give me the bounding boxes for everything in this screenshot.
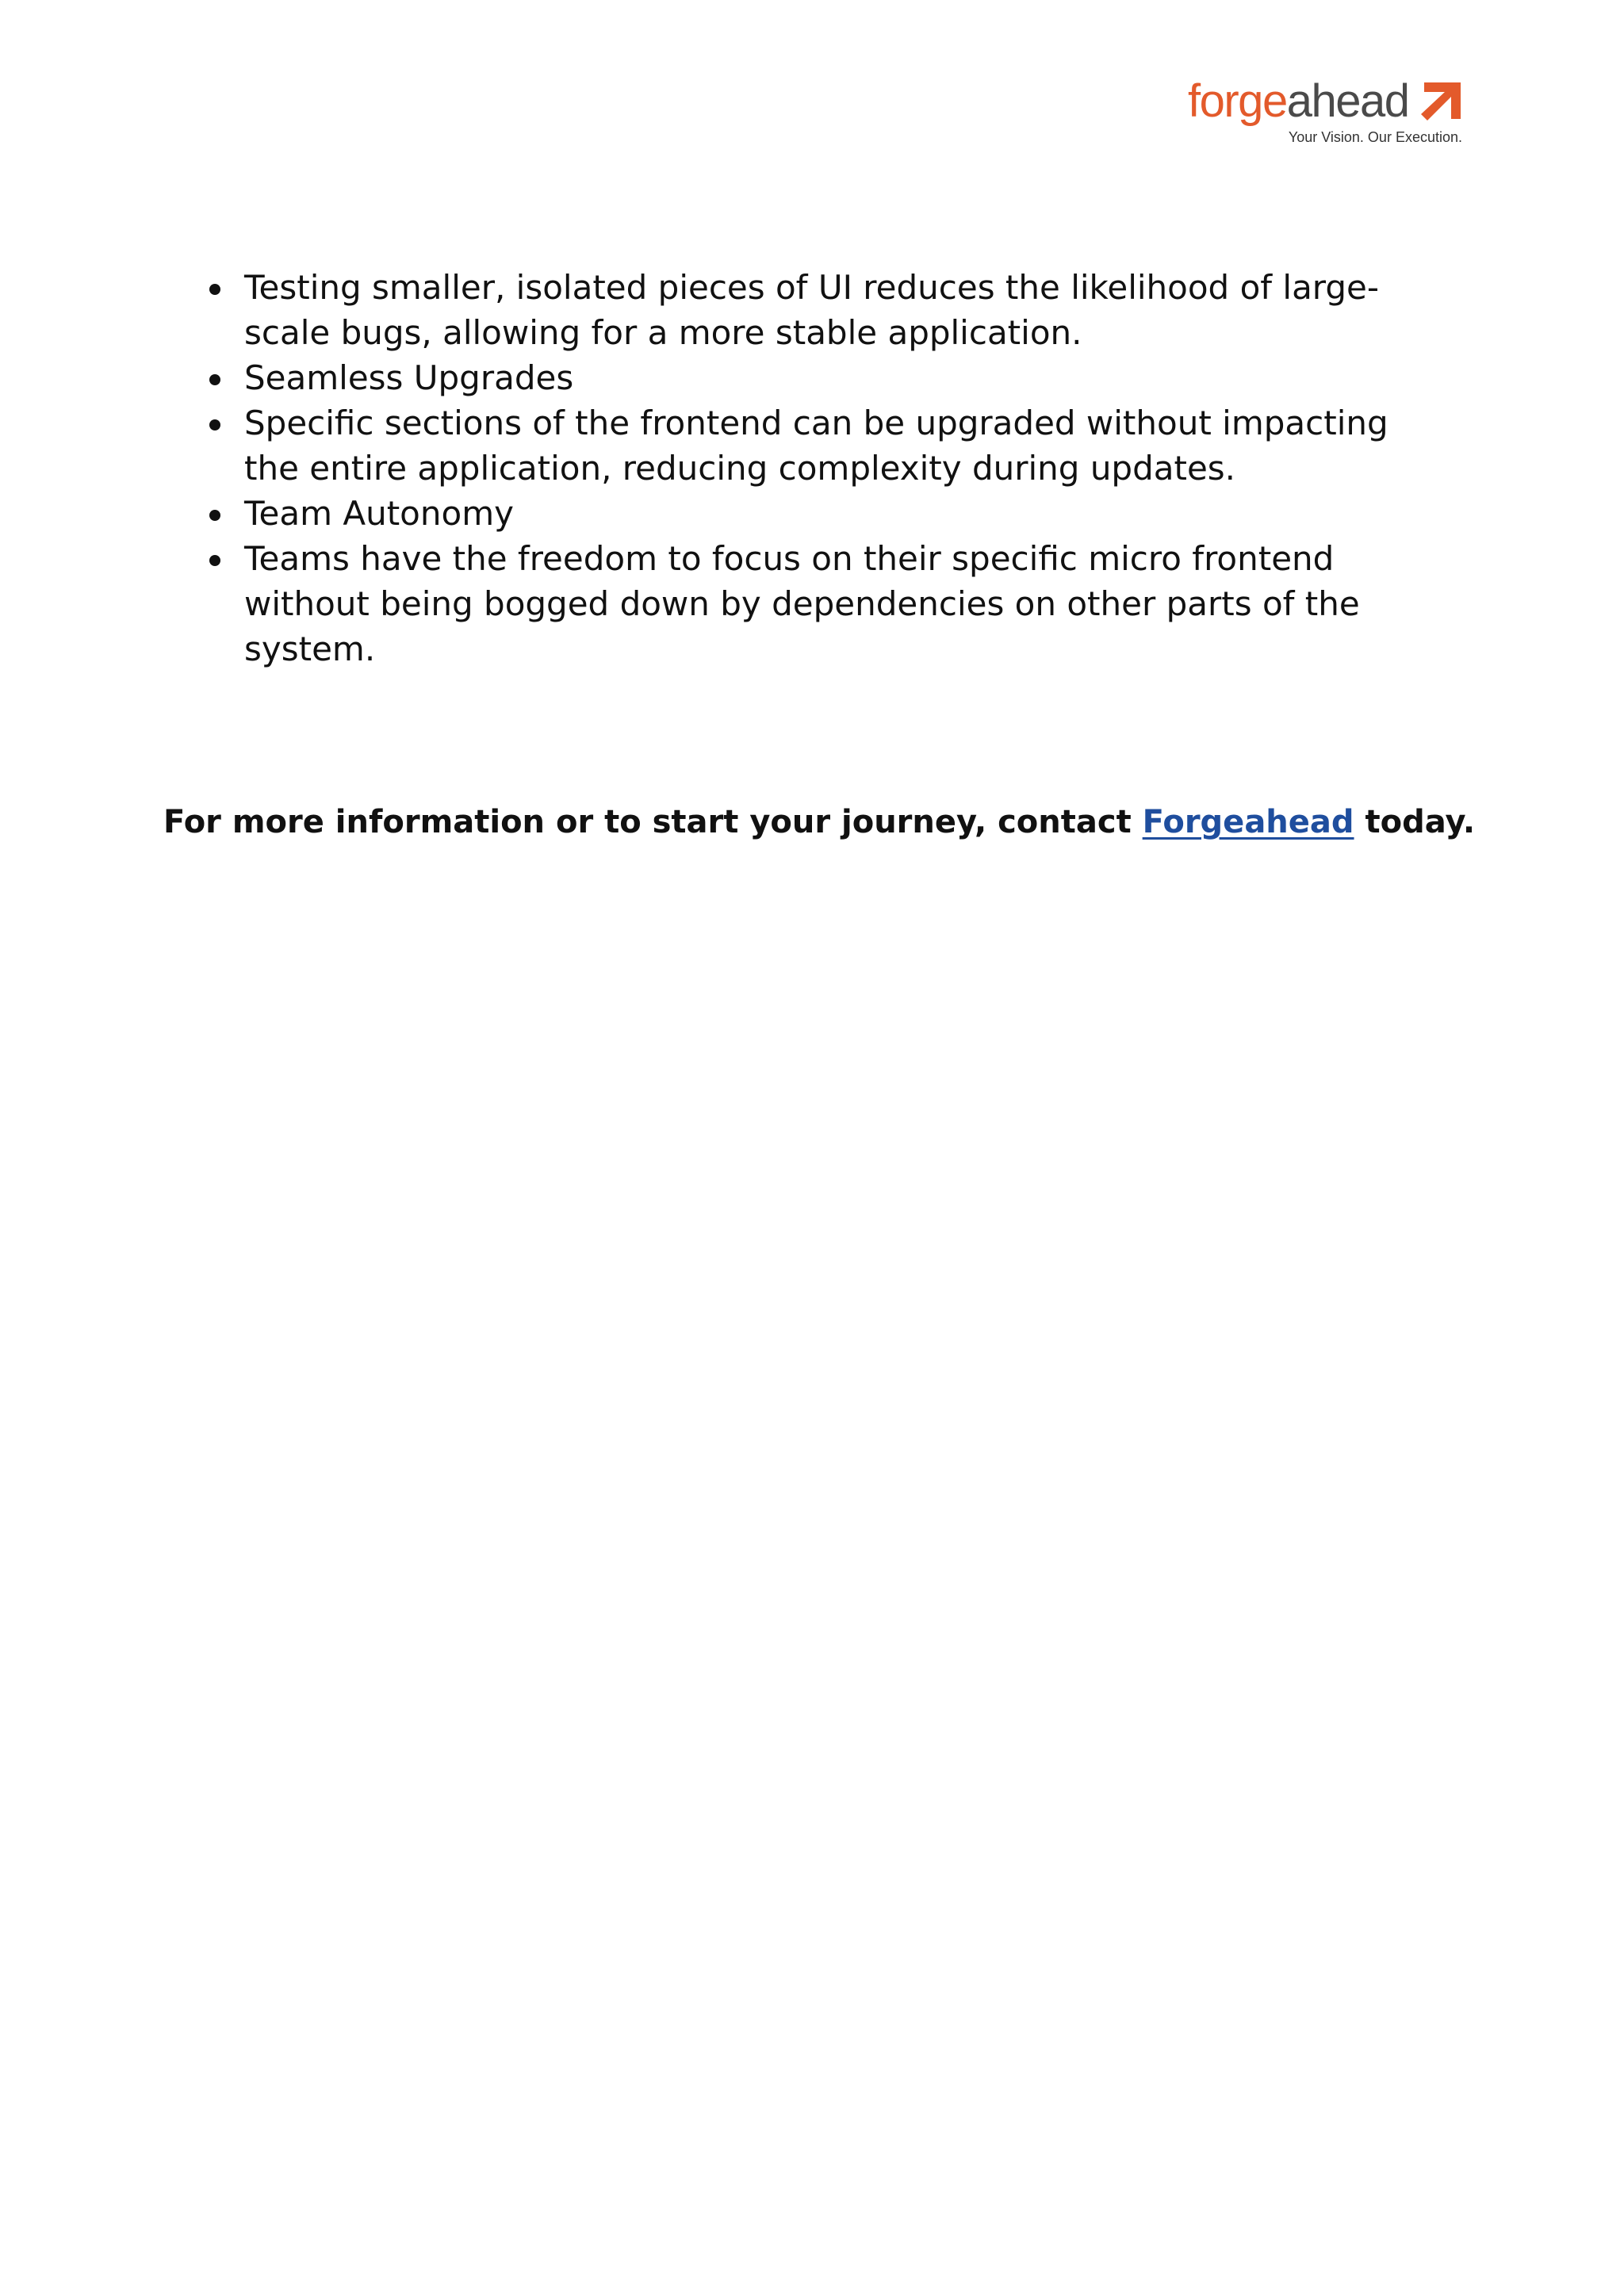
company-logo	[1188, 76, 1465, 151]
list-item	[167, 491, 1451, 536]
list-item-text: Testing smaller, isolated pieces of UI reduces the likelihood of large-scale bugs, allowing for a more stable application.	[244, 268, 1379, 352]
list-item	[167, 355, 1451, 400]
logo-tagline: Your Vision. Our Execution.	[1288, 129, 1462, 145]
list-item-text: Teams have the freedom to focus on their specific micro frontend without being bogged down by dependencies on other parts of the system.	[244, 539, 1360, 668]
arrow-up-right-icon	[1421, 82, 1461, 121]
contact-suffix: today.	[1354, 804, 1476, 840]
bullet-dot-icon	[209, 419, 220, 430]
list-item	[167, 265, 1451, 355]
contact-paragraph	[163, 801, 1475, 844]
bullet-dot-icon	[209, 284, 220, 295]
bullet-dot-icon	[209, 555, 220, 566]
bullet-dot-icon	[209, 510, 220, 521]
list-item-text: Specific sections of the frontend can be upgraded without impacting the entire application, reducing complexity during updates.	[244, 404, 1388, 488]
list-item	[167, 536, 1451, 672]
benefits-list	[167, 265, 1451, 672]
contact-prefix: For more information or to start your journey, contact	[163, 804, 1143, 840]
forgeahead-link[interactable]: Forgeahead	[1142, 804, 1354, 840]
logo-wordmark	[1188, 76, 1409, 127]
logo-word-ahead: ahead	[1286, 75, 1409, 127]
bullet-dot-icon	[209, 374, 220, 385]
list-item-text: Seamless Upgrades	[244, 358, 574, 397]
list-item-text: Team Autonomy	[244, 494, 514, 533]
list-item	[167, 400, 1451, 491]
logo-word-forge: forge	[1188, 75, 1287, 127]
